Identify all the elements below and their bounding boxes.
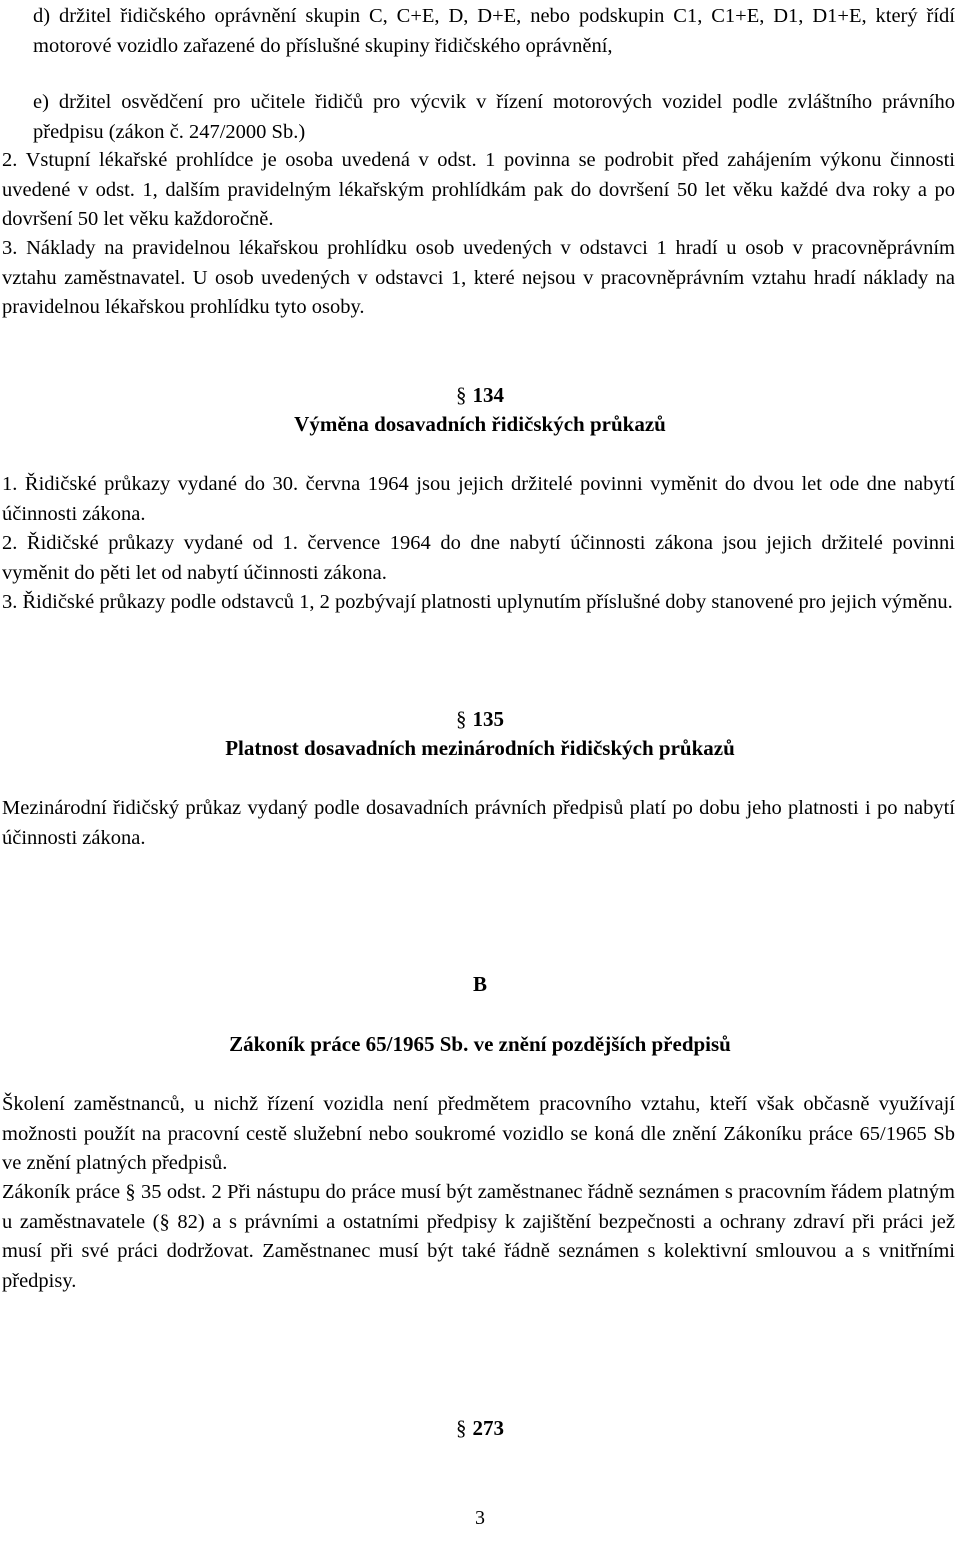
paragraph-3: 3. Náklady na pravidelnou lékařskou prohlídku osob uvedených v odstavci 1 hradí u osob v pracovněprávním vztahu zaměstnavatel. U osob uvedených v odstavci 1, které nejsou v pracovněprávním vztahu hradí náklady na pravidelnou lékařskou prohlídku tyto osoby. [2, 237, 955, 318]
section-symbol: § [456, 707, 467, 731]
section-135-title: Platnost dosavadních mezinárodních řidičských průkazů [225, 736, 735, 760]
section-number: 134 [472, 383, 504, 407]
part-b-letter: B [472, 972, 487, 996]
part-b-title: Zákoník práce 65/1965 Sb. ve znění pozdějších předpisů [229, 1032, 731, 1056]
paragraph-2: 2. Vstupní lékařské prohlídce je osoba uvedená v odst. 1 povinna se podrobit před zahájením výkonu činnosti uvedené v odst. 1, dalším pravidelným lékařským prohlídkám pak do dovršení 50 let věku každé dva roky a po dovršení 50 let věku každoročně. [2, 149, 955, 230]
section-135-heading [0, 705, 960, 734]
section-134-title: Výměna dosavadních řidičských průkazů [294, 412, 666, 436]
part-b-paragraph-2: Zákoník práce § 35 odst. 2 Při nástupu do práce musí být zaměstnanec řádně seznámen s pracovním řádem platným u zaměstnavatele (§ 82) a s právními a ostatními předpisy k zajištění bezpečnosti a ochrany zdraví při práci jež musí při své práci dodržovat. Zaměstnanec musí být také řádně seznámen s kolektivní smlouvou a s vnitřními předpisy. [2, 1181, 955, 1292]
page-number: 3 [475, 1507, 485, 1529]
s135-paragraph: Mezinárodní řidičský průkaz vydaný podle dosavadních právních předpisů platí po dobu jeho platnosti i po nabytí účinnosti zákona. [2, 797, 955, 849]
section-number: 135 [472, 707, 504, 731]
item-d: d) držitel řidičského oprávnění skupin C, C+E, D, D+E, nebo podskupin C1, C1+E, D1, D1+E, který řídí motorové vozidlo zařazené do příslušné skupiny řidičského oprávnění, [33, 5, 955, 57]
section-273-heading [0, 1414, 960, 1443]
section-number: 273 [472, 1416, 504, 1440]
item-e: e) držitel osvědčení pro učitele řidičů pro výcvik v řízení motorových vozidel podle zvláštního právního předpisu (zákon č. 247/2000 Sb.) [33, 91, 955, 143]
s134-paragraph-1: 1. Řidičské průkazy vydané do 30. června 1964 jsou jejich držitelé povinni vyměnit do dvou let ode dne nabytí účinnosti zákona. [2, 473, 955, 525]
s134-paragraph-2: 2. Řidičské průkazy vydané od 1. července 1964 do dne nabytí účinnosti zákona jsou jejich držitelé povinni vyměnit do pěti let od nabytí účinnosti zákona. [2, 532, 955, 584]
section-symbol: § [456, 1416, 467, 1440]
section-symbol: § [456, 383, 467, 407]
part-b-paragraph-1: Školení zaměstnanců, u nichž řízení vozidla není předmětem pracovního vztahu, kteří však občasně využívají možnosti použít na pracovní cestě služební nebo soukromé vozidlo se koná dle znění Zákoníku práce 65/1965 Sb ve znění platných předpisů. [2, 1093, 955, 1174]
section-134-heading [0, 381, 960, 410]
s134-paragraph-3: 3. Řidičské průkazy podle odstavců 1, 2 pozbývají platnosti uplynutím příslušné doby stanovené pro jejich výměnu. [2, 591, 953, 613]
